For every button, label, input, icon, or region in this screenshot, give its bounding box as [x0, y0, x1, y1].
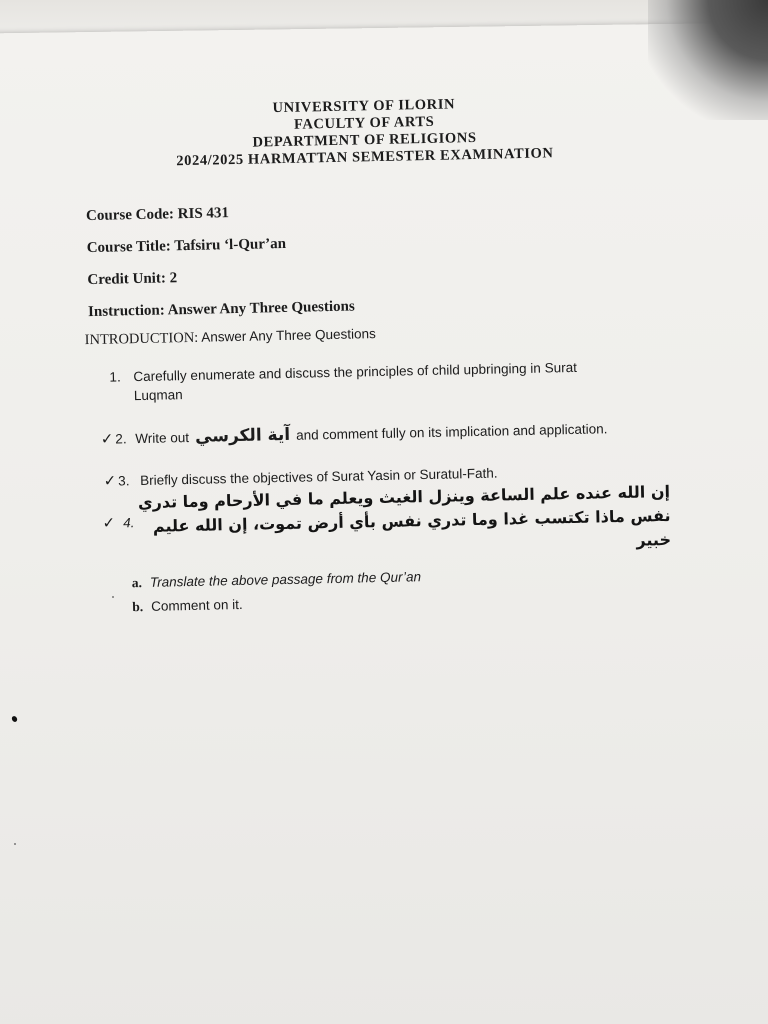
paper-speck [14, 843, 16, 845]
question-text: Carefully enumerate and discuss the principles of child upbringing in Surat [133, 359, 578, 385]
introduction-line [85, 326, 376, 349]
question-text-after: and comment fully on its implication and application. [295, 421, 608, 443]
credit-unit: Credit Unit: 2 [87, 270, 178, 289]
arabic-line-2: نفس ماذا تكتسب غدا وما تدري نفس بأي أرض تموت، إن الله عليم [152, 505, 671, 536]
university-name: UNIVERSITY OF ILORIN [272, 96, 456, 117]
sub-question-text: Translate the above passage from the Qur’an [149, 569, 422, 590]
instruction: Instruction: Answer Any Three Questions [87, 298, 355, 321]
sub-question-letter: b. [132, 599, 144, 615]
question-1 [109, 358, 577, 406]
question-number: 2. [115, 431, 127, 447]
sub-question-letter: a. [131, 575, 143, 591]
arabic-line-1: إن الله عنده علم الساعة وينزل الغيث ويعلم ما في الأرحام وما تدري [137, 481, 671, 513]
quran-passage-arabic [130, 480, 671, 563]
check-mark-icon: ✓ [102, 513, 116, 532]
ayat-al-kursi-arabic: آية الكرسي [194, 424, 291, 447]
introduction-label: INTRODUCTION: [84, 329, 199, 349]
department-name: DEPARTMENT OF RELIGIONS [252, 129, 477, 151]
arabic-line-3: خبير [636, 529, 672, 550]
sub-question-b [132, 597, 243, 615]
paper-speck [112, 596, 114, 598]
question-text-before: Write out [135, 430, 190, 447]
check-mark-icon: ✓ [103, 471, 117, 490]
check-mark-icon: ✓ [100, 429, 114, 448]
question-number: 4. [122, 515, 135, 531]
sub-question-text: Comment on it. [151, 596, 243, 614]
question-text: Briefly discuss the objectives of Surat Yasin or Suratul-Fath. [140, 465, 498, 489]
exam-title: 2024/2025 HARMATTAN SEMESTER EXAMINATION [176, 145, 554, 170]
course-code: Course Code: RIS 431 [85, 205, 230, 225]
question-2 [101, 419, 608, 449]
exam-header [144, 94, 585, 171]
sub-question-a [132, 569, 422, 591]
question-number: 3. [118, 473, 130, 489]
question-number: 1. [109, 369, 121, 385]
question-text-continued: Luqman [133, 387, 183, 404]
faculty-name: FACULTY OF ARTS [293, 113, 435, 133]
introduction-text: Answer Any Three Questions [201, 326, 376, 345]
course-title: Course Title: Tafsiru ‘l-Qur’an [86, 235, 287, 257]
